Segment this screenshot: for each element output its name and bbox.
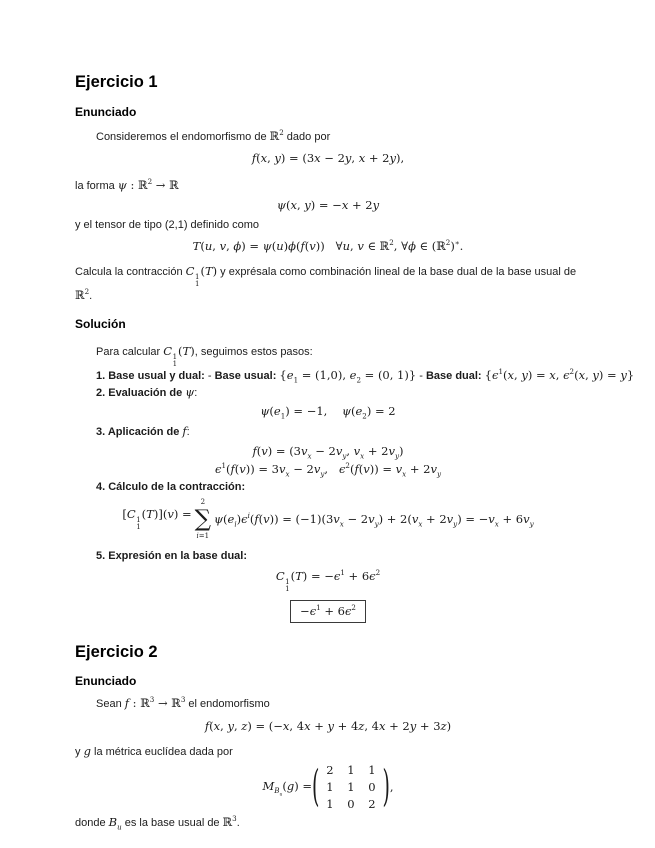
- matrix-cell: 2: [326, 762, 334, 777]
- summation-construct: [195, 498, 211, 540]
- solution-steps-intro: Para calcular C 1 1 (T), seguimos estos pasos:: [96, 344, 313, 368]
- equation-psi: ψ(x, y) = −x + 2y: [276, 198, 380, 212]
- equation-tensor-T: T(u, v, ϕ) = ψ(u)ϕ(f(v)) ∀u, v ∈ ℝ$^2$, ∀ϕ ∈ (ℝ$^2$)∗.: [192, 238, 464, 253]
- equation-eps-of-fv: $\epsilon^1(f(v)) = 3v_x - 2v_y$, $\epsilon^2(f(v)) = v_x + 2v_y$: [215, 461, 441, 479]
- exercise2-metric-line: y g la métrica euclídea dada por: [75, 743, 233, 758]
- matrix-cell: 1: [326, 779, 334, 794]
- matrix-cell: 1: [347, 762, 355, 777]
- solution-step-3: 3. Aplicación de f:: [96, 424, 190, 439]
- equation-psi-evaluations: $\psi(e_1) = -1$, $\psi(e_2) = 2$: [260, 404, 396, 421]
- exercise2-intro: Sean f : ℝ$^3$ → ℝ$^3$ el endomorfismo: [96, 694, 270, 710]
- sum-right-hand-side: $\psi(e_i)\epsilon^i(f(v)) = (-1)(3v_x - 2v_y) + 2(v_x + 2v_y) = -v_x + 6v_y$: [214, 510, 534, 529]
- matrix-cell: 0: [347, 796, 355, 811]
- right-paren: ): [382, 761, 390, 812]
- exercise2-basis-note: donde $B_u$ es la base usual de ℝ$^3$.: [75, 813, 240, 831]
- matrix-cell: 1: [326, 796, 334, 811]
- exercise2-title: Ejercicio 2: [75, 642, 158, 661]
- matrix-suffix-comma: ,: [389, 779, 394, 794]
- exercise1-intro: Consideremos el endomorfismo de ℝ$^2$ dado por: [96, 128, 331, 143]
- matrix-cell: 1: [347, 779, 355, 794]
- solution-step-4: 4. Cálculo de la contracción:: [96, 481, 246, 494]
- equation-f-of-v: $f(v) = (3v_x - 2v_y$, $v_x + 2v_y$): [252, 444, 404, 461]
- matrix-cell: 2: [368, 796, 376, 811]
- equation-f: f(x, y) = (3x − 2y, x + 2y),: [251, 151, 405, 165]
- matrix-grid: [323, 763, 378, 811]
- sum-left-hand-side: [C 1 1 (T)](v) =: [122, 507, 192, 532]
- boxed-result-row: [75, 600, 581, 623]
- solution-step-2: 2. Evaluación de ψ:: [96, 384, 198, 399]
- exercise1-solucion-heading: Solución: [75, 317, 126, 331]
- equation-final-result: C 1 1 $(T) = -\epsilon^1 + 6\epsilon^2$: [275, 567, 381, 593]
- sigma-icon: ∑: [194, 505, 212, 532]
- exercise2-enunciado-heading: Enunciado: [75, 673, 137, 688]
- matrix-cell: 0: [368, 779, 376, 794]
- exercise1-calcula-line: Calcula la contracción C 1 1 (T) y exprésala como combinación lineal de la base dual de la base usual de ℝ$^2$.: [75, 264, 577, 302]
- matrix-label: $M_{B_u}(g)$ =: [262, 778, 313, 798]
- left-paren: (: [312, 761, 320, 812]
- summation-upper-limit: 2: [200, 497, 206, 506]
- exercise1-forma-line: la forma ψ : ℝ$^2$ → ℝ: [75, 177, 179, 192]
- boxed-result: $-\epsilon^1 + 6\epsilon^2$: [290, 600, 366, 623]
- exercise1-enunciado-heading: Enunciado: [75, 105, 137, 119]
- exercise1-title: Ejercicio 1: [75, 73, 158, 91]
- equation-f-xyz: f(x, y, z) = (−x, 4x + y + 4z, 4x + 2y + 3z): [204, 718, 452, 733]
- exercise1-tensor-line: y el tensor de tipo (2,1) definido como: [75, 219, 260, 231]
- equation-contraction-sum: [75, 498, 581, 540]
- equation-metric-matrix: [75, 763, 581, 811]
- summation-lower-limit: i=1: [196, 531, 210, 540]
- solution-step-5: 5. Expresión en la base dual:: [96, 549, 247, 562]
- solution-step-1: 1. Base usual y dual: - Base usual: {$e_1 = (1,0)$, $e_2 = (0$, 1)} - Base dual: {$\epsilon^1(x$, y) = x, $\epsilon^2(x$, y) = y}: [96, 367, 635, 385]
- matrix-cell: 1: [368, 762, 376, 777]
